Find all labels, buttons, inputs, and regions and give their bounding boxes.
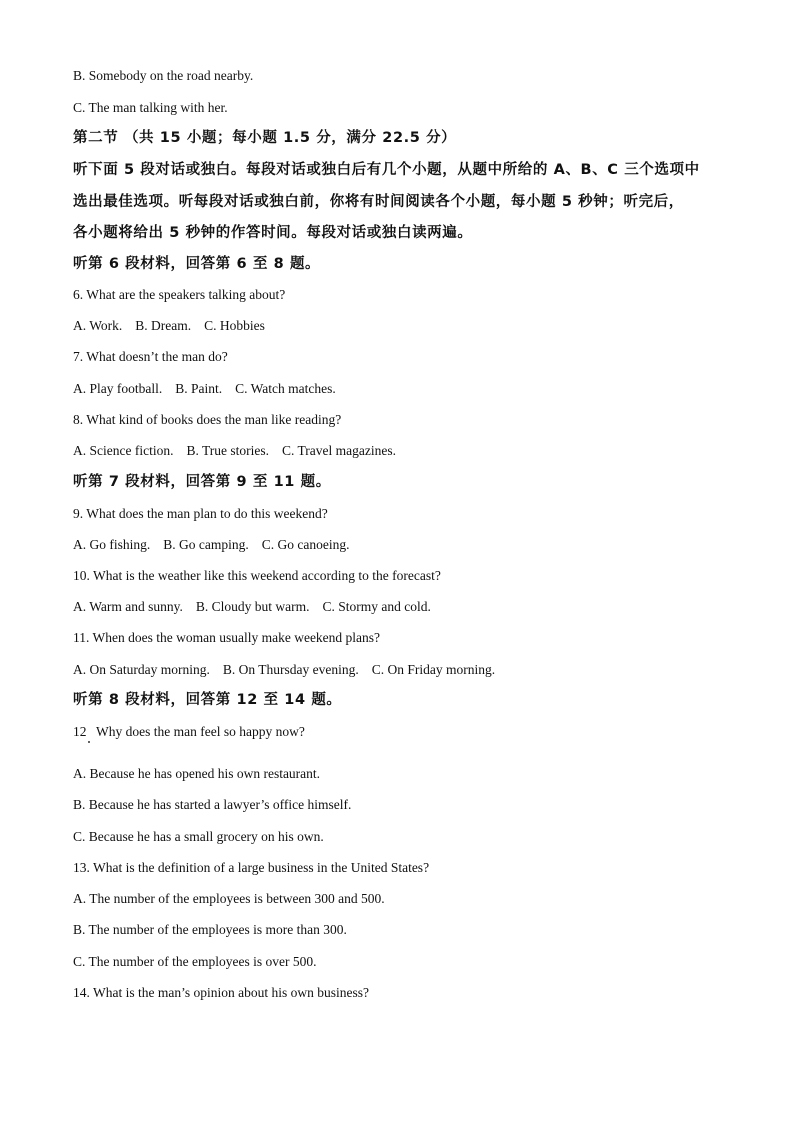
section-heading: 第二节 （共 15 小题；每小题 1.5 分，满分 22.5 分） [73,130,457,146]
q10-option-a: A. Warm and sunny. [73,599,183,614]
q6-option-c: C. Hobbies [204,318,265,333]
q13-option-c: C. The number of the employees is over 500. [73,954,317,969]
q7-option-a: A. Play football. [73,381,163,396]
q8-option-b: B. True stories. [186,443,269,458]
question-9: 9. What does the man plan to do this weekend? [73,506,328,521]
q8-option-a: A. Science fiction. [73,443,174,458]
question-10: 10. What is the weather like this weekend according to the forecast? [73,568,441,583]
q11-option-c: C. On Friday morning. [371,662,496,677]
q12-option-a: A. Because he has opened his own restaurant. [73,766,321,781]
q6-option-a: A. Work. [73,318,123,333]
question-13: 13. What is the definition of a large business in the United States? [73,860,430,875]
q7-option-c: C. Watch matches. [235,381,336,396]
question-6: 6. What are the speakers talking about? [73,287,286,302]
question-7: 7. What doesn’t the man do? [73,349,228,364]
q9-option-b: B. Go camping. [163,537,249,552]
q10-option-c: C. Stormy and cold. [322,599,431,614]
q13-option-b: B. The number of the employees is more than 300. [73,922,347,937]
question-8: 8. What kind of books does the man like reading? [73,412,342,427]
material-6-heading: 听第 6 段材料，回答第 6 至 8 题。 [73,256,321,272]
q12-option-c: C. Because he has a small grocery on his own. [73,829,324,844]
q13-option-a: A. The number of the employees is between 300 and 500. [73,891,385,906]
material-8-heading: 听第 8 段材料，回答第 12 至 14 题。 [73,692,342,708]
q9-option-c: C. Go canoeing. [261,537,350,552]
question-12-text: Why does the man feel so happy now? [96,724,305,739]
instructions-line-1: 听下面 5 段对话或独白。每段对话或独白后有几个小题，从题中所给的 A、B、C 三个选项中 [73,162,700,178]
question-11-options [73,661,508,679]
question-11: 11. When does the woman usually make weekend plans? [73,630,381,645]
q11-option-b: B. On Thursday evening. [222,662,359,677]
question-14: 14. What is the man’s opinion about his own business? [73,985,369,1000]
q9-option-a: A. Go fishing. [73,537,151,552]
question-10-options [73,598,444,616]
stray-dot-mark [88,741,90,743]
q6-option-b: B. Dream. [135,318,192,333]
q10-option-b: B. Cloudy but warm. [195,599,310,614]
question-9-options [73,536,362,554]
instructions-line-2: 选出最佳选项。听每段对话或独白前，你将有时间阅读各个小题，每小题 5 秒钟；听完后， [73,194,684,210]
q5-option-b: B. Somebody on the road nearby. [73,68,254,83]
question-7-options [73,380,349,398]
q7-option-b: B. Paint. [175,381,223,396]
question-12-number: 12 [73,724,87,739]
q11-option-a: A. On Saturday morning. [73,662,210,677]
q5-option-c: C. The man talking with her. [73,100,228,115]
material-7-heading: 听第 7 段材料，回答第 9 至 11 题。 [73,474,331,490]
question-12 [73,723,305,741]
instructions-line-3: 各小题将给出 5 秒钟的作答时间。每段对话或独白读两遍。 [73,225,473,241]
question-8-options [73,442,409,460]
q8-option-c: C. Travel magazines. [282,443,396,458]
question-6-options [73,317,278,335]
q12-option-b: B. Because he has started a lawyer’s office himself. [73,797,352,812]
